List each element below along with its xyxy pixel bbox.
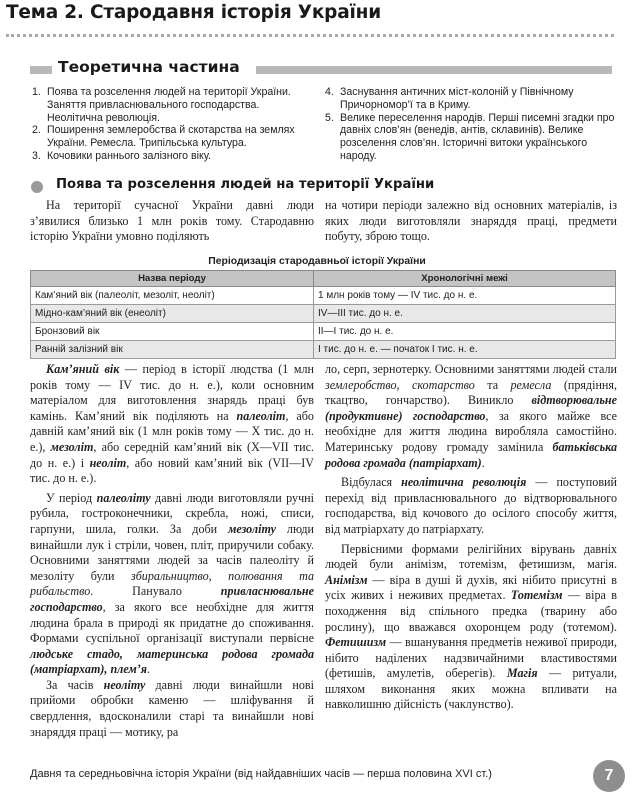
text: , за якого майже все необхідне для життя людина виробляла самостійно. Материнську родову громаду замінила	[325, 408, 617, 454]
text: , або новий кам’яний вік (VII—IV тис. до н. е.).	[30, 455, 314, 486]
paragraph-paleolithic	[30, 491, 314, 678]
table-row	[31, 287, 616, 305]
text: , за якого все необхідне для життя людина брала в природі як придатне до споживання. Формами суспільної організації виступали первісне	[30, 599, 314, 646]
text: — ритуали, шляхом виконання яких можна впливати на навколишню дійсність (чаклунство).	[325, 666, 617, 712]
text: , або давній кам’яний вік (1 млн років тому — X тис. до н. е.),	[30, 408, 314, 454]
intro-text-left: На території сучасної України давні люди з’явилися близько 1 млн років тому. Стародавню історію України умовно поділяють	[30, 198, 314, 244]
term: мезоліт	[50, 439, 94, 454]
toc-item	[30, 124, 308, 150]
text: — віра в походження від спільного предка (тварину або рослину), що вважався охоронцем роду (тотемом).	[325, 588, 618, 634]
toc-item	[30, 86, 308, 124]
text: У період	[46, 490, 97, 505]
text: . Панувало	[90, 584, 221, 599]
term: Магія	[506, 666, 538, 681]
table-cell-chronology: 1 млн років тому — IV тис. до н. е.	[314, 287, 616, 305]
term: неоліт	[89, 455, 127, 470]
term: привласнювальне господарство	[30, 584, 314, 614]
toc-item	[323, 86, 618, 112]
footer-text: Давня та середньовічна історія України (від найдавніших часів — перша половина XVI ст.)	[30, 768, 492, 780]
intro-paragraph-right	[325, 198, 617, 245]
term: землеробство, скотарство	[325, 377, 475, 392]
table-cell-chronology: II—I тис. до н. е.	[314, 323, 616, 341]
text: люди винайшли лук і стріли, човен, пліт, приручили собаку. Основними заняттями людей за часів палеоліту й мезоліту були	[30, 521, 314, 583]
text: Відбулася	[341, 475, 402, 490]
text: та	[474, 377, 511, 392]
text: .	[481, 455, 485, 470]
toc-item-number: 4.	[325, 86, 334, 98]
term: відтворювальне (продуктивне) господарство	[325, 393, 617, 423]
heading-bar-right	[256, 66, 612, 74]
term: Тотемізм	[510, 588, 563, 603]
text: — вшанування предметів неживої природи, нібито наділених надзвичайними властивостями (фетишів, амулетів, оберегів).	[325, 635, 617, 681]
table-cell-period: Кам’яний вік (палеоліт, мезоліт, неоліт)	[31, 287, 314, 305]
text: ло, серп, зернотерку. Основними заняттями людей стали	[325, 362, 617, 376]
body-column-left	[30, 362, 314, 740]
paragraph-neolithic	[30, 678, 314, 740]
text: давні люди винайшли нові прийоми обробки каменю — шліфування й свердлення, вдосконалили старі та винайшли нові знаряддя праці — мотику, ра	[30, 677, 314, 739]
table-caption: Періодизація стародавньої історії України	[208, 256, 426, 267]
text: — віра в душі й духів, які нібито присутні в усіх живих і неживих предметах.	[325, 572, 617, 603]
term: збиральництво, полювання та рибальство	[30, 568, 315, 599]
toc-item-text: Велике переселення народів. Перші писемні згадки про давніх слов’ян (венедів, антів, склавинів). Велике розселення слов’ян. Історичні витоки українського народу.	[340, 111, 615, 162]
table-header-row	[31, 271, 616, 287]
toc-list-left	[30, 86, 308, 163]
term: палеоліт	[236, 408, 286, 423]
topic-title: Тема 2. Стародавня історія України	[6, 2, 381, 23]
table-cell-period: Ранній залізний вік	[31, 341, 314, 359]
table-row	[31, 305, 616, 323]
paragraph-stone-age	[30, 362, 314, 487]
heading-bar-left	[30, 66, 52, 74]
table-row	[31, 323, 616, 341]
column-header-chronology: Хронологічні межі	[314, 271, 616, 287]
toc-item-number: 1.	[32, 86, 41, 98]
toc-item-text: Кочовики раннього залізного віку.	[47, 149, 211, 162]
periodization-table	[30, 270, 616, 359]
theory-heading: Теоретична частина	[58, 58, 240, 76]
text: — період в історії людства (1 млн років тому — IV тис. до н. е.), коли основним матеріалом для виготовлення знарядь праці був камінь. Кам’яний вік поділяють на	[30, 362, 314, 423]
paragraph-farming	[325, 362, 617, 471]
text: давні люди виготовляли ручні рубила, гостроконечники, скребла, ножі, списи, гарпуни, шила, голки. За доби	[30, 490, 314, 536]
text: .	[146, 662, 151, 677]
toc-item-number: 3.	[32, 149, 41, 162]
toc-item-number: 2.	[32, 124, 41, 137]
title-divider	[6, 34, 614, 37]
term: Кам’яний вік	[46, 362, 120, 376]
term: Фетишизм	[325, 635, 387, 650]
toc-item-text: Заснування античних міст-колоній у Північному Причорномор’ї та в Криму.	[340, 86, 574, 111]
body-column-right	[325, 362, 617, 713]
toc-list-right	[323, 86, 618, 163]
page-number-badge: 7	[593, 760, 625, 792]
toc-item-number: 5.	[325, 111, 334, 124]
intro-paragraph-left	[30, 198, 314, 245]
section-heading: Поява та розселення людей на території України	[56, 177, 435, 192]
paragraph-beliefs	[325, 542, 617, 714]
term: неолітична революція	[401, 475, 527, 490]
term: палеоліту	[96, 490, 151, 505]
paragraph-neolithic-revolution	[325, 475, 617, 537]
table-cell-period: Бронзовий вік	[31, 323, 314, 341]
text: (прядіння, ткацтво, гончарство). Виникло	[325, 377, 617, 408]
term: мезоліту	[228, 521, 276, 536]
intro-text-right: на чотири періоди залежно від основних матеріалів, із яких люди виготовляли знаряддя праці, предмети побуту, зброю тощо.	[325, 198, 617, 244]
text: За часів	[46, 677, 104, 692]
toc-item	[323, 112, 618, 163]
term: Анімізм	[325, 572, 368, 587]
term: ремесла	[510, 377, 552, 392]
toc-item-text: Поява та розселення людей на території України. Заняття привласнювального господарства. Неолітична революція.	[47, 86, 291, 124]
text: , або середній кам’яний вік (X—VII тис. до н. е.) і	[30, 439, 314, 470]
term: неоліту	[103, 677, 146, 692]
table-row	[31, 341, 616, 359]
table-cell-chronology: IV—III тис. до н. е.	[314, 305, 616, 323]
column-header-period: Назва періоду	[31, 271, 314, 287]
term: батьківська родова громада (патріархат)	[325, 439, 617, 470]
section-bullet-icon	[31, 181, 43, 193]
table-cell-chronology: I тис. до н. е. — початок I тис. н. е.	[314, 341, 616, 359]
toc-item-text: Поширення землеробства й скотарства на землях України. Ремесла. Трипільська культура.	[47, 124, 295, 150]
term: людське стадо, материнська родова громада (матріархат), плем’я	[30, 646, 314, 677]
text: — поступовий перехід від привласнювального до відтворювального господарства, від кочового до осілого способу життя, від матріархату до патріархату.	[325, 475, 617, 536]
toc-item	[30, 150, 308, 163]
text: Первісними формами релігійних вірувань давніх людей були анімізм, тотемізм, фетишизм, магія.	[325, 541, 617, 572]
table-cell-period: Мідно-кам’яний вік (енеоліт)	[31, 305, 314, 323]
